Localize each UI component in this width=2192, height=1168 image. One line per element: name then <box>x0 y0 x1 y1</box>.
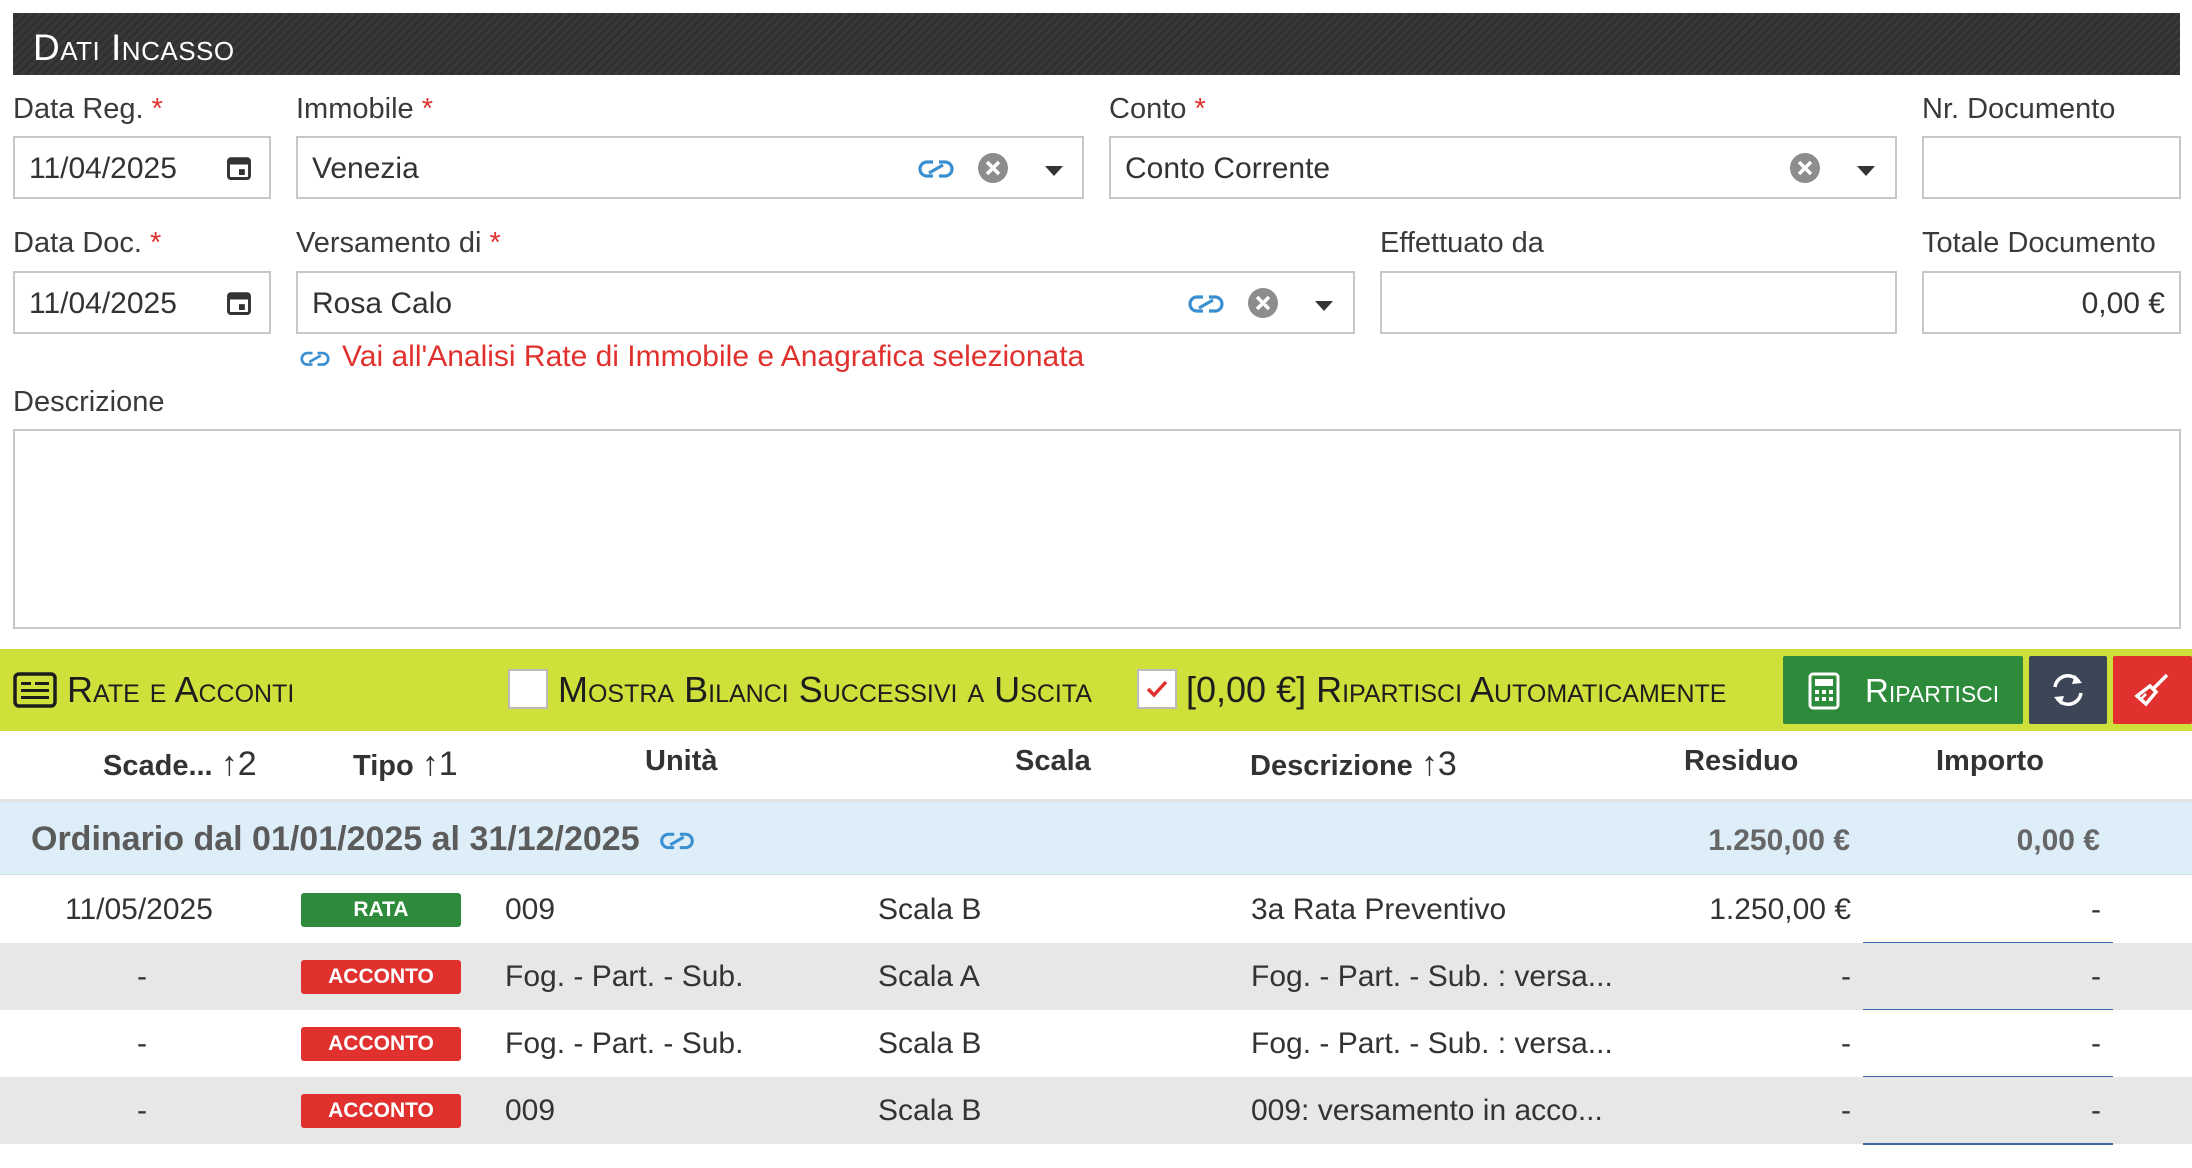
effettuato-da-label: Effettuato da <box>1380 227 1544 259</box>
cell-scala: Scala B <box>878 1094 982 1127</box>
section-title: Dati Incasso <box>33 27 235 68</box>
chevron-down-icon[interactable] <box>1857 166 1875 176</box>
link-icon[interactable] <box>655 825 699 855</box>
importo-input[interactable]: - <box>2091 1027 2101 1060</box>
cell-unita: 009 <box>505 1094 556 1127</box>
table-row[interactable] <box>0 1010 2192 1077</box>
clear-icon[interactable] <box>977 152 1009 184</box>
ripartisci-auto-checkbox[interactable] <box>1137 669 1177 709</box>
versamento-di-value: Rosa Calo <box>312 287 453 320</box>
clear-icon[interactable] <box>1789 152 1821 184</box>
cell-descrizione: Fog. - Part. - Sub. : versa... <box>1251 1027 1613 1060</box>
cell-residuo: - <box>1841 1027 1851 1060</box>
analisi-rate-link-label: Vai all'Analisi Rate di Immobile e Anagrafica selezionata <box>342 340 1085 373</box>
rate-acconti-toolbar <box>0 649 2192 731</box>
col-unita[interactable]: Unità <box>645 745 718 777</box>
effettuato-da-input[interactable] <box>1380 271 1897 334</box>
importo-underline <box>1863 1143 2113 1145</box>
ripartisci-button-label: Ripartisci <box>1865 672 2000 709</box>
calendar-icon[interactable] <box>225 154 253 182</box>
group-title: Ordinario dal 01/01/2025 al 31/12/2025 <box>31 820 699 859</box>
col-scala[interactable]: Scala <box>1015 745 1091 777</box>
cell-residuo: - <box>1841 960 1851 993</box>
tipo-badge: ACCONTO <box>301 1027 461 1061</box>
cell-unita: Fog. - Part. - Sub. <box>505 960 744 993</box>
ripartisci-button[interactable] <box>1783 656 2023 724</box>
calculator-icon <box>1808 672 1840 710</box>
group-importo: 0,00 € <box>2016 824 2100 857</box>
cell-descrizione: Fog. - Part. - Sub. : versa... <box>1251 960 1613 993</box>
totale-documento-value: 0,00 € <box>2081 287 2165 320</box>
table-row[interactable] <box>0 943 2192 1010</box>
group-residuo: 1.250,00 € <box>1708 824 1850 857</box>
cell-scala: Scala B <box>878 893 982 926</box>
data-doc-value: 11/04/2025 <box>29 287 177 320</box>
cell-descrizione: 009: versamento in acco... <box>1251 1094 1603 1127</box>
tipo-badge: ACCONTO <box>301 1094 461 1128</box>
importo-input[interactable]: - <box>2091 893 2101 926</box>
cell-scala: Scala A <box>878 960 980 993</box>
descrizione-textarea[interactable] <box>13 429 2181 629</box>
data-reg-field[interactable] <box>13 136 271 199</box>
cell-unita: Fog. - Part. - Sub. <box>505 1027 744 1060</box>
col-scadenza[interactable]: Scade... ↑2 <box>103 745 257 783</box>
chevron-down-icon[interactable] <box>1315 301 1333 311</box>
sort-icon: ↑ <box>421 745 439 783</box>
cell-scadenza: - <box>137 1094 147 1127</box>
conto-value: Conto Corrente <box>1125 152 1331 185</box>
broom-icon <box>2132 670 2172 710</box>
cell-residuo: - <box>1841 1094 1851 1127</box>
data-doc-field[interactable] <box>13 271 271 334</box>
cell-scadenza: 11/05/2025 <box>65 893 213 926</box>
section-header <box>13 13 2180 75</box>
calendar-icon[interactable] <box>225 289 253 317</box>
data-reg-label: Data Reg. * <box>13 93 163 125</box>
immobile-value: Venezia <box>312 152 419 185</box>
tipo-badge: RATA <box>301 893 461 927</box>
immobile-label: Immobile * <box>296 93 434 125</box>
versamento-di-label: Versamento di * <box>296 227 501 259</box>
cell-scala: Scala B <box>878 1027 982 1060</box>
refresh-button[interactable] <box>2029 656 2107 724</box>
importo-input[interactable]: - <box>2091 960 2101 993</box>
cell-scadenza: - <box>137 1027 147 1060</box>
cell-unita: 009 <box>505 893 556 926</box>
data-doc-label: Data Doc. * <box>13 227 162 259</box>
rate-acconti-title: Rate e Acconti <box>67 669 295 710</box>
clear-allocation-button[interactable] <box>2113 656 2192 724</box>
group-row <box>0 802 2192 875</box>
col-residuo[interactable]: Residuo <box>1684 745 1799 777</box>
table-row[interactable] <box>0 1077 2192 1144</box>
sort-icon: ↑ <box>220 745 238 783</box>
col-importo[interactable]: Importo <box>1936 745 2044 777</box>
mostra-bilanci-checkbox[interactable] <box>508 669 548 709</box>
nr-documento-label: Nr. Documento <box>1922 93 2116 125</box>
cell-descrizione: 3a Rata Preventivo <box>1251 893 1507 926</box>
chevron-down-icon[interactable] <box>1045 166 1063 176</box>
link-icon[interactable] <box>913 153 959 183</box>
col-tipo[interactable]: Tipo ↑1 <box>353 745 458 783</box>
data-reg-value: 11/04/2025 <box>29 152 177 185</box>
clear-icon[interactable] <box>1247 287 1279 319</box>
descrizione-label: Descrizione <box>13 386 165 418</box>
analisi-rate-link[interactable] <box>296 340 1084 374</box>
cell-residuo: 1.250,00 € <box>1709 893 1851 926</box>
table-row[interactable] <box>0 876 2192 943</box>
cell-scadenza: - <box>137 960 147 993</box>
conto-label: Conto * <box>1109 93 1206 125</box>
mostra-bilanci-label: Mostra Bilanci Successivi a Uscita <box>558 669 1092 710</box>
ripartisci-auto-label: [0,00 €] Ripartisci Automaticamente <box>1186 669 1727 710</box>
id-card-icon <box>13 672 57 708</box>
immobile-select[interactable] <box>296 136 1084 199</box>
importo-input[interactable]: - <box>2091 1094 2101 1127</box>
nr-documento-input[interactable] <box>1922 136 2181 199</box>
link-icon[interactable] <box>1183 288 1229 318</box>
refresh-icon <box>2048 670 2088 710</box>
sort-icon: ↑ <box>1420 745 1438 783</box>
col-descrizione[interactable]: Descrizione ↑3 <box>1250 745 1457 783</box>
totale-documento-input[interactable] <box>1922 271 2181 334</box>
versamento-di-select[interactable] <box>296 271 1355 334</box>
tipo-badge: ACCONTO <box>301 960 461 994</box>
totale-documento-label: Totale Documento <box>1922 227 2156 259</box>
conto-select[interactable] <box>1109 136 1897 199</box>
link-icon <box>296 345 334 371</box>
check-icon <box>1139 671 1175 707</box>
